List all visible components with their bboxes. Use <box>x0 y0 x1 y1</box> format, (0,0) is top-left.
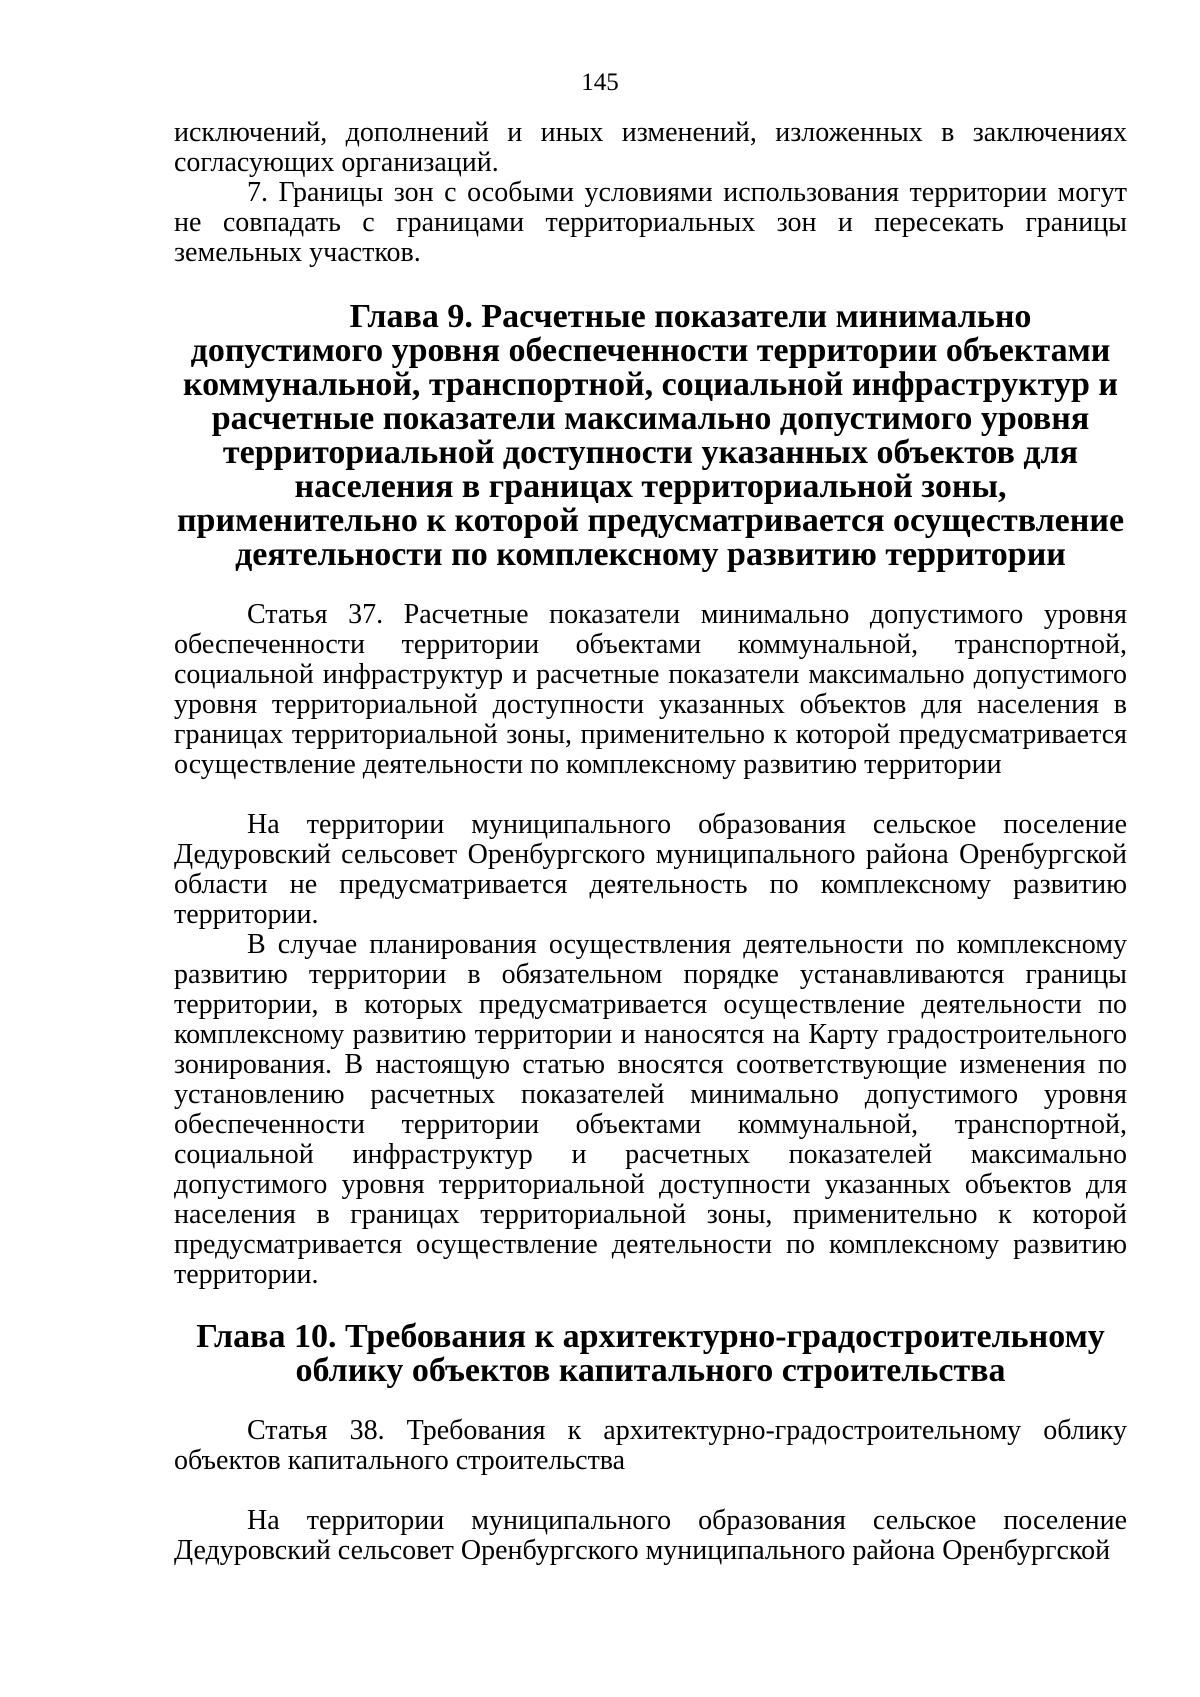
article-37-heading: Статья 37. Расчетные показатели минимально допустимого уровня обеспеченности территории объектами коммунальной, транспортной, социальной инфраструктур и расчетные показатели максимально допустимого уровня территориальной доступности указанных объектов для населения в границах территориальной зоны, применительно к которой предусматривается осуществление деятельности по комплексному развитию территории <box>174 599 1127 780</box>
chapter-10-heading: Глава 10. Требования к архитектурно-градостроительному облику объектов капитального строительства <box>196 1318 1105 1389</box>
paragraph-continuation: исключений, дополнений и иных изменений, изложенных в заключениях согласующих организаций. <box>174 117 1127 178</box>
document-body <box>174 118 1127 1566</box>
article-38-heading: Статья 38. Требования к архитектурно-градостроительному облику объектов капитального строительства <box>174 1415 1127 1476</box>
article-37-paragraph-2: В случае планирования осуществления деятельности по комплексному развитию территории в обязательном порядке устанавливаются границы территории, в которых предусматривается осуществление деятельности по комплексному развитию территории и наносятся на Карту градостроительного зонирования. В настоящую статью вносятся соответствующие изменения по установлению расчетных показателей минимально допустимого уровня обеспеченности территории объектами коммунальной, транспортной, социальной инфраструктур и расчетных показателей максимально допустимого уровня территориальной доступности указанных объектов для населения в границах территориальной зоны, применительно к которой предусматривается осуществление деятельности по комплексному развитию территории. <box>174 929 1127 1290</box>
page-number: 145 <box>581 69 619 96</box>
article-38-paragraph-1: На территории муниципального образования сельское поселение Дедуровский сельсовет Оренбургского муниципального района Оренбургской <box>174 1505 1127 1566</box>
article-37-paragraph-1: На территории муниципального образования сельское поселение Дедуровский сельсовет Оренбургского муниципального района Оренбургской области не предусматривается деятельность по комплексному развитию территории. <box>174 809 1127 930</box>
paragraph-item-7: 7. Границы зон с особыми условиями использования территории могут не совпадать с границами территориальных зон и пересекать границы земельных участков. <box>174 177 1127 268</box>
chapter-9-heading: Глава 9. Расчетные показатели минимально допустимого уровня обеспеченности территории объектами коммунальной, транспортной, социальной инфраструктур и расчетные показатели максимально допустимого уровня территориальной доступности указанных объектов для населения в границах территориальной зоны, применительно к которой предусматривается осуществление деятельности по комплексному развитию территории <box>176 298 1125 573</box>
